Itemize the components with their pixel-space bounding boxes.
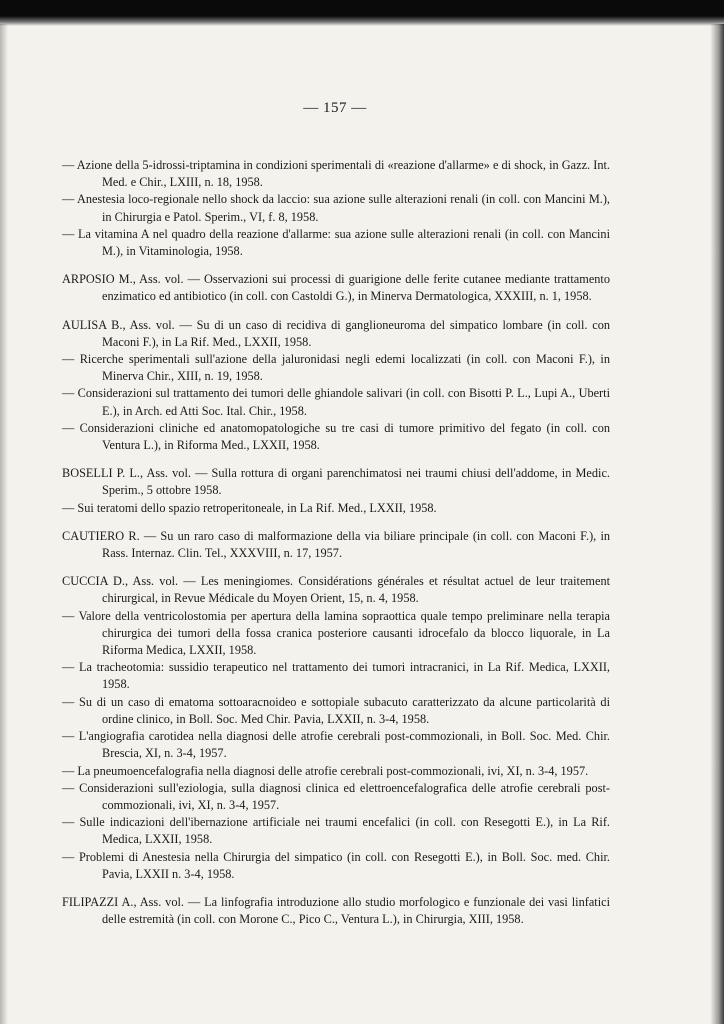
work-text: — Les meningiomes. Considérations générales et résultat actuel de leur traitement chirurgical, in Revue Médicale du Moyen Orient, 15, n. 4, 1958. — [102, 574, 611, 606]
work-line: — La vitamina A nel quadro della reazione d'allarme: sua azione sulle alterazioni renali (in coll. con Mancini M.), in Vitaminologia, 1958. — [62, 226, 610, 259]
work-text: — La linfografia introduzione allo studio morfologico e funzionale dei vasi linfatici delle estremità (in coll. con Morone C., Pico C., Ventura L.), in Chirurgia, XIII, 1958. — [102, 894, 610, 927]
scan-left-edge — [0, 24, 8, 1024]
work-line: — Considerazioni sul trattamento dei tumori delle ghiandole salivari (in coll. con Bisotti P. L., Lupi A., Uberti E.), in Arch. ed Atti Soc. Ital. Chir., 1958. — [62, 386, 610, 418]
bibliography-entry — [62, 573, 610, 883]
work-text: — Su di un caso di recidiva di ganglioneuroma del simpatico lombare (in coll. con Maconi F.), in La Rif. Med., LXXII, 1958. — [102, 317, 610, 349]
work-line: — Su di un caso di ematoma sottoaracnoideo e sottopiale subacuto caratterizzato da alcune particolarità di ordine clinico, in Boll. Soc. Med Chir. Pavia, LXXII, n. 3-4, 1958. — [62, 694, 610, 726]
author-name: AULISA B., Ass. vol. — [62, 317, 175, 332]
work-text: — Osservazioni sui processi di guarigione delle ferite cutanee mediante trattamento enzimatico ed antibiotico (in coll. con Castoldi G.), in Minerva Dermatologica, XXXIII, n. 1, 1958. — [102, 272, 611, 304]
author-name: CUCCIA D., Ass. vol. — [62, 574, 179, 589]
bibliography-entry — [62, 894, 610, 928]
work-line — [62, 465, 610, 499]
work-line: — Problemi di Anestesia nella Chirurgia del simpatico (in coll. con Resegotti E.), in Boll. Soc. med. Chir. Pavia, LXXII n. 3-4, 1958. — [62, 849, 610, 881]
bibliography-entry — [62, 528, 610, 562]
work-line — [62, 894, 610, 928]
work-line: — Considerazioni sull'eziologia, sulla diagnosi clinica ed elettroencefalografica delle atrofie cerebrali post-commozionali, ivi, XI, n. 3-4, 1957. — [62, 780, 610, 812]
work-line — [62, 317, 610, 351]
scan-right-edge — [710, 24, 724, 1024]
author-name: ARPOSIO M., Ass. vol. — [62, 272, 184, 287]
bibliography-entry — [62, 317, 610, 455]
work-line: — Considerazioni cliniche ed anatomopatologiche su tre casi di tumore primitivo del fegato (in coll. con Ventura L.), in Riforma Med., LXXII, 1958. — [62, 420, 610, 453]
work-line: — L'angiografia carotidea nella diagnosi delle atrofie cerebrali post-commozionali, in Boll. Soc. Med. Chir. Brescia, XI, n. 3-4, 1957. — [62, 729, 610, 761]
work-line: — Azione della 5-idrossi-triptamina in condizioni sperimentali di «reazione d'allarme» e di shock, in Gazz. Int. Med. e Chir., LXIII, n. 18, 1958. — [62, 158, 610, 190]
bibliography-entry — [62, 465, 610, 517]
author-name: FILIPAZZI A., Ass. vol. — [62, 894, 184, 909]
work-text: — Su un raro caso di malformazione della via biliare principale (in coll. con Maconi F.), in Rass. Internaz. Clin. Tel., XXXVIII, n. 17, 1957. — [102, 528, 611, 561]
author-name: CAUTIERO R. — [62, 528, 140, 543]
work-line: — Sui teratomi dello spazio retroperitoneale, in La Rif. Med., LXXII, 1958. — [62, 500, 437, 515]
work-line: — La pneumoencefalografia nella diagnosi delle atrofie cerebrali post-commozionali, ivi, XI, n. 3-4, 1957. — [62, 763, 589, 778]
work-line: — Valore della ventricolostomia per apertura della lamina sopraottica quale tempo preliminare nella terapia chirurgica dei tumori della fossa cranica posteriore causanti idrocefalo da blocco liquorale, in La Riforma Medica, LXXII, 1958. — [62, 608, 610, 658]
bibliography-entry — [62, 157, 610, 260]
work-line — [62, 528, 610, 562]
work-text: — Sulla rottura di organi parenchimatosi nei traumi chiusi dell'addome, in Medic. Sperim., 5 ottobre 1958. — [102, 466, 610, 498]
work-line: — Sulle indicazioni dell'ibernazione artificiale nei traumi encefalici (in coll. con Resegotti E.), in La Rif. Medica, LXXII, 1958. — [62, 815, 610, 847]
bibliography-entry — [62, 271, 610, 305]
bibliography-list — [62, 157, 610, 939]
work-line: — La tracheotomia: sussidio terapeutico nel trattamento dei tumori intracranici, in La Rif. Medica, LXXII, 1958. — [62, 660, 610, 692]
work-line — [62, 573, 610, 607]
author-name: BOSELLI P. L., Ass. vol. — [62, 466, 191, 481]
scan-top-edge — [0, 0, 724, 26]
work-line — [62, 271, 610, 305]
work-line: — Ricerche sperimentali sull'azione della jaluronidasi negli edemi localizzati (in coll. con Maconi F.), in Minerva Chir., XIII, n. 19, 1958. — [62, 352, 610, 384]
work-line: — Anestesia loco-regionale nello shock da laccio: sua azione sulle alterazioni renali (in coll. con Mancini M.), in Chirurgia e Patol. Sperim., VI, f. 8, 1958. — [62, 192, 610, 224]
page-number: — 157 — — [303, 100, 367, 116]
